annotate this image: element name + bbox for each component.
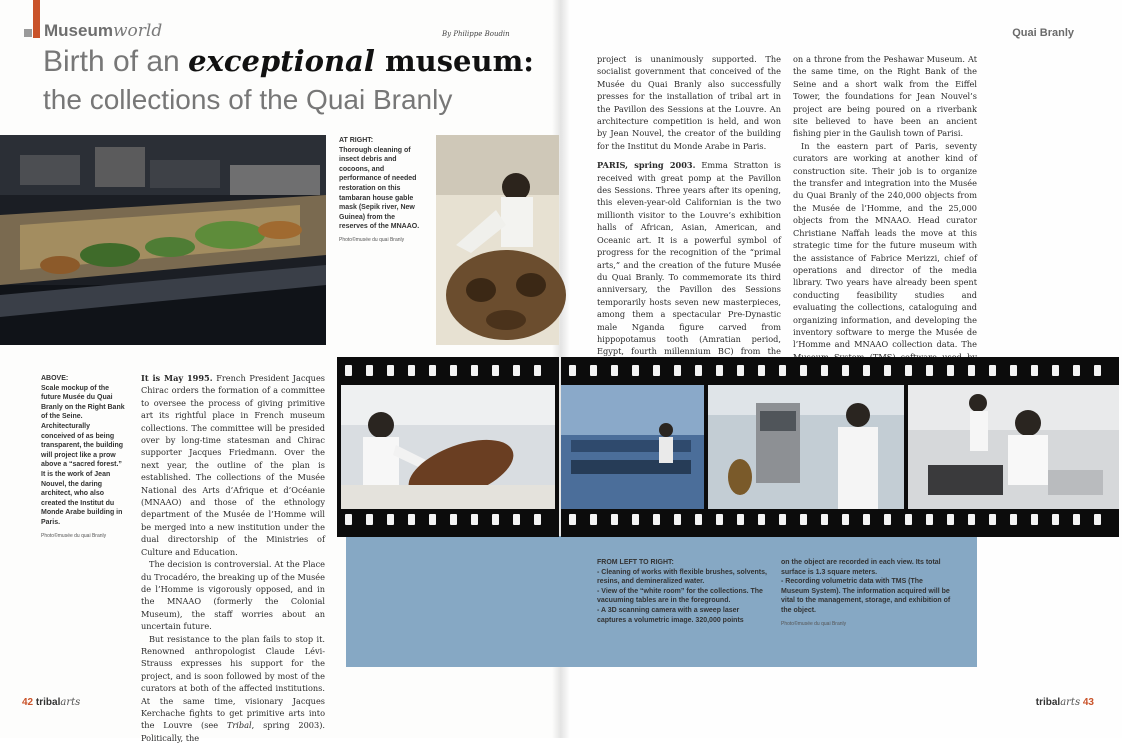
sprocket-hole <box>632 365 639 376</box>
film-caption-col1 <box>597 558 769 625</box>
paragraph-text: But resistance to the plan fails to stop it. Renowned anthropologist Claude Lévi-Strauss expresses his support for the project, and is soon followed by most of the curators at both of the affected institutions. At the same time, visionary Jacques Kerchache fights to get primitive arts into the Louvre (see <box>141 633 325 731</box>
sprocket-hole <box>366 514 373 525</box>
sprocket-hole <box>821 514 828 525</box>
sprocket-hole <box>758 365 765 376</box>
sprocket-hole <box>471 365 478 376</box>
paragraph: The decision is controversial. At the Place du Trocadéro, the breaking up of the Musée de l’Homme is vigorously opposed, and in the MNAAO (formerly the Colonial Museum), the staff worries about an uncertain future. <box>141 559 325 632</box>
film-frame-cleaning-image <box>341 385 555 509</box>
section-title <box>44 21 162 41</box>
sprocket-hole <box>1073 365 1080 376</box>
film-caption-credit: Photo©musée du quai Branly <box>781 620 847 627</box>
sprocket-hole <box>947 514 954 525</box>
page-number-left: 42 <box>22 697 34 708</box>
body-column-left <box>141 372 325 743</box>
sprocket-hole <box>534 514 541 525</box>
lead-in: It is May 1995. <box>141 373 213 383</box>
sprocket-hole <box>632 514 639 525</box>
sprocket-hole <box>569 514 576 525</box>
sprocket-hole <box>968 365 975 376</box>
magazine-name-italic: arts <box>1060 697 1081 708</box>
sprocket-hole <box>1010 514 1017 525</box>
section-bold: Museum <box>44 21 113 40</box>
paragraph: on a throne from the Peshawar Museum. At the same time, on the Right Bank of the Seine and a short walk from the Eiffel Tower, the foundations for Jean Nouvel’s project are being poured on a riverbank site believed to have been an ancient fishing pier in the Gaulish town of Parisi. <box>793 54 977 139</box>
footer-left <box>22 697 80 708</box>
sprocket-hole <box>534 365 541 376</box>
paragraph-text: , spring 2003). Politically, the <box>141 720 325 743</box>
running-head: Quai Branly <box>1012 27 1074 39</box>
sprocket-hole <box>716 365 723 376</box>
sprocket-hole <box>492 365 499 376</box>
body-column-right-1 <box>597 53 781 357</box>
film-frame-white-room-image <box>561 385 704 509</box>
museum-model-image <box>0 135 326 345</box>
caption-above-label: ABOVE: <box>41 375 69 382</box>
film-frame-tms <box>908 385 1119 509</box>
sprocket-hole <box>1094 365 1101 376</box>
title-em: exceptional <box>188 44 375 78</box>
sprocket-hole <box>716 514 723 525</box>
magazine-name-bold: tribal <box>35 697 61 708</box>
sprocket-hole <box>590 514 597 525</box>
sprocket-hole <box>345 365 352 376</box>
sprocket-hole <box>429 365 436 376</box>
sprocket-hole <box>800 514 807 525</box>
caption-at-right-text: Thorough cleaning of insect debris and cocoons, and performance of needed restoration on this tambaran house gable mask (Sepik river, New Guinea) from the reserves of the MNAAO. <box>339 146 420 231</box>
sprocket-hole <box>884 514 891 525</box>
sprocket-hole <box>674 514 681 525</box>
sprocket-hole <box>779 514 786 525</box>
sprocket-hole <box>471 514 478 525</box>
sprocket-hole <box>695 514 702 525</box>
sprocket-hole <box>1031 365 1038 376</box>
paragraph <box>141 372 325 558</box>
sprocket-hole <box>366 365 373 376</box>
sprocket-hole <box>492 514 499 525</box>
sprocket-hole <box>947 365 954 376</box>
film-frame-3d-scanner <box>708 385 904 509</box>
paragraph-text: French President Jacques Chirac orders the formation of a committee to oversee the process of giving primitive art its rightful place in French museum collections. The committee will be presided over by long-time statesman and Chirac supporter Jacques Friedmann. Over the next year, the outline of the plan is established. The collections of the Musée National des Arts d’Afrique et d’Océanie (MNAAO) and those of the ethnology department of the Musée de l’Homme will be merged into a new institution under the dual directorship of the Ministries of Culture and Education. <box>141 373 325 557</box>
caption-above <box>41 374 126 539</box>
sprocket-hole <box>387 514 394 525</box>
sprocket-hole <box>842 514 849 525</box>
sprocket-hole <box>1094 514 1101 525</box>
sprocket-hole <box>653 514 660 525</box>
sprocket-hole <box>926 514 933 525</box>
film-frame-tms-image <box>908 385 1119 509</box>
film-caption-item: - View of the “white room” for the collections. The vacuuming tables are in the foreground. <box>597 587 763 605</box>
sprocket-holes-top-right <box>561 361 1119 381</box>
byline: By Philippe Boudin <box>442 30 510 38</box>
section-bullet <box>24 29 32 37</box>
sprocket-hole <box>408 514 415 525</box>
sprocket-hole <box>345 514 352 525</box>
section-italic: world <box>112 21 163 41</box>
sprocket-hole <box>429 514 436 525</box>
sprocket-hole <box>905 365 912 376</box>
caption-above-credit: Photo©musée du quai Branly <box>41 532 107 539</box>
magazine-name-italic: arts <box>60 697 81 708</box>
magazine-name-bold: tribal <box>1035 697 1061 708</box>
sprocket-hole <box>1052 514 1059 525</box>
sprocket-hole <box>1010 365 1017 376</box>
film-frame-3d-scanner-image <box>708 385 904 509</box>
sprocket-hole <box>569 365 576 376</box>
title-post: museum: <box>374 44 534 78</box>
sprocket-hole <box>905 514 912 525</box>
section-tab <box>33 0 40 38</box>
sprocket-hole <box>800 365 807 376</box>
sprocket-hole <box>779 365 786 376</box>
sprocket-hole <box>821 365 828 376</box>
sprocket-hole <box>387 365 394 376</box>
sprocket-hole <box>674 365 681 376</box>
sprocket-hole <box>989 365 996 376</box>
sprocket-holes-bottom <box>337 510 559 530</box>
filmstrip-right <box>561 357 1119 537</box>
film-caption-label: FROM LEFT TO RIGHT: <box>597 559 674 566</box>
sprocket-hole <box>758 514 765 525</box>
paragraph-text: Emma Stratton is received with great pomp at the Pavillon des Sessions. Three years after its opening, this eleven-year-old Californian is the two millionth visitor to the Louvre’s exhibition halls of African, Asian, American, and Oceanic art. It is a powerful symbol of progress for the recognition of the “primal arts,” and the creation of the future Musée du Quai Branly. To commemorate its third anniversary, the Pavillon des Sessions temporarily hosts seven new masterpieces, among them a spectacular Pre-Dynastic male Nganda figure carved from hippopotamus tooth (Amratian period, Egypt, fourth millennium BC) from the <box>597 160 781 357</box>
paragraph: In the eastern part of Paris, seventy curators are working at another kind of construction site. Their job is to organize the transfer and integration into the Musée du Quai Branly of the 240,000 objects from the Musée de l’Homme, and the 25,000 objects from the MNAAO. Head curator Christiane Naffah leads the move at this strategic time for the future museum with the assistance of Fabrice Merizzi, chief of operations and director of the media library. Two years have already been spent conducting feasibility studies and evaluating the collections, cataloguing and organizing information, and developing the inventory software to merge the Musée de l’Homme and MNAAO collection data. The <box>793 140 977 350</box>
caption-at-right-credit: Photo©musée du quai Branly <box>339 236 405 243</box>
film-frame-white-room <box>561 385 704 509</box>
magazine-reference: Tribal <box>226 720 252 731</box>
sprocket-hole <box>737 514 744 525</box>
title-pre: Birth of an <box>43 45 189 78</box>
cleaning-mask-image <box>436 135 559 345</box>
sprocket-hole <box>989 514 996 525</box>
sprocket-hole <box>737 365 744 376</box>
sprocket-hole <box>842 365 849 376</box>
film-caption-item: on the object are recorded in each view. Its total surface is 1.3 square meters. <box>781 559 941 576</box>
sprocket-hole <box>611 514 618 525</box>
sprocket-hole <box>695 365 702 376</box>
lead-in: PARIS, spring 2003. <box>597 160 696 171</box>
filmstrip-left <box>337 357 559 537</box>
body-column-right-2 <box>793 53 977 351</box>
magazine-name-right <box>1036 697 1080 708</box>
caption-at-right <box>339 136 423 243</box>
sprocket-holes-top <box>337 361 559 381</box>
sprocket-hole <box>1031 514 1038 525</box>
paragraph: project is unanimously supported. The socialist government that conceived of the Musée du Quai Branly also successfully presses for the installation of tribal art in the Pavillon des Sessions at the Louvre. An architecture competition is held, and won by Jean Nouvel, the creator of the building for the Institut du Monde Arabe in Paris. <box>597 54 781 151</box>
paragraph <box>141 633 325 744</box>
sprocket-hole <box>863 514 870 525</box>
sprocket-hole <box>611 365 618 376</box>
sprocket-holes-bottom-right <box>561 510 1119 530</box>
sprocket-hole <box>590 365 597 376</box>
film-caption-item: - Cleaning of works with flexible brushes, solvents, resins, and demineralized water. <box>597 568 767 586</box>
film-caption-col2 <box>781 558 953 627</box>
sprocket-hole <box>1073 514 1080 525</box>
page-number-right: 43 <box>1082 697 1094 708</box>
sprocket-hole <box>513 365 520 376</box>
sprocket-hole <box>926 365 933 376</box>
cleaning-mask-photo <box>436 135 559 345</box>
caption-above-text: Scale mockup of the future Musée du Quai Branly on the Right Bank of the Seine. Architecturally conceived of as being transparent, the building will project like a prow above a “sacred forest.” It is the work of Jean Nouvel, the daring architect, who also created the Institut du Monde Arabe building in Paris. <box>41 384 125 526</box>
film-caption-item: - Recording volumetric data with TMS (The Museum System). The information acquired will be vital to the management, storage, and exhibition of the object. <box>781 578 951 614</box>
sprocket-hole <box>884 365 891 376</box>
sprocket-hole <box>968 514 975 525</box>
footer-right <box>1036 697 1094 708</box>
film-caption-item: - A 3D scanning camera with a sweep laser captures a volumetric image. 320,000 points <box>597 606 744 624</box>
sprocket-hole <box>1052 365 1059 376</box>
sprocket-hole <box>653 365 660 376</box>
film-frame-cleaning <box>341 385 555 509</box>
magazine-name-left <box>36 697 80 708</box>
sprocket-hole <box>513 514 520 525</box>
sprocket-hole <box>450 365 457 376</box>
article-title-line1 <box>43 44 534 79</box>
article-title-line2: the collections of the Quai Branly <box>43 84 453 115</box>
museum-model-photo <box>0 135 326 345</box>
caption-at-right-label: AT RIGHT: <box>339 137 374 144</box>
sprocket-hole <box>408 365 415 376</box>
sprocket-hole <box>863 365 870 376</box>
sprocket-hole <box>450 514 457 525</box>
